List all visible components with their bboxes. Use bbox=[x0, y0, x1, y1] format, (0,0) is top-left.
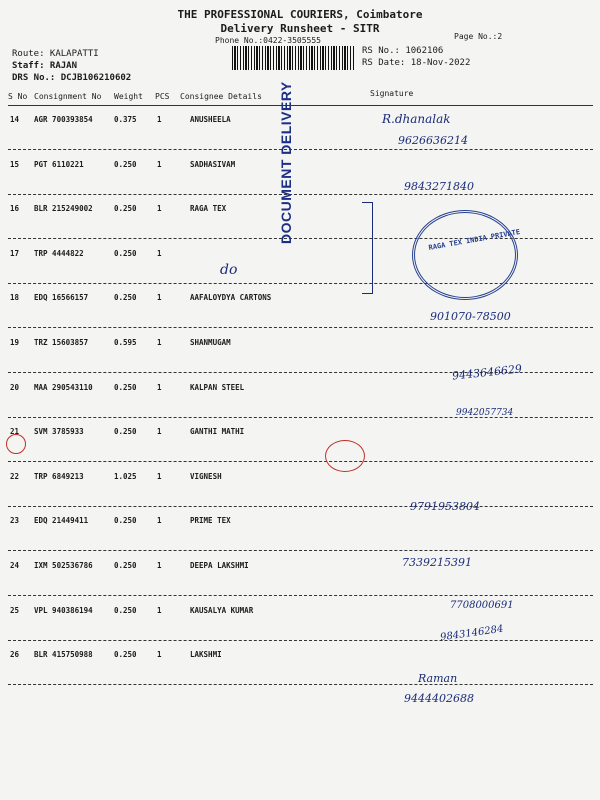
row-sno: 25 bbox=[10, 605, 20, 615]
row-consignee: LAKSHMI bbox=[190, 650, 222, 660]
col-sno: S No bbox=[8, 92, 28, 101]
table-row bbox=[0, 466, 600, 510]
row-sno: 19 bbox=[10, 338, 20, 347]
signature-14: R.dhanalak bbox=[382, 112, 451, 126]
row-pcs: 1 bbox=[157, 115, 162, 124]
row-consignee: KALPAN STEEL bbox=[190, 382, 245, 392]
drs-number: DRS No.: DCJB106210602 bbox=[12, 73, 132, 83]
mark-17: do bbox=[220, 262, 238, 278]
table-row bbox=[0, 555, 600, 599]
row-pcs: 1 bbox=[157, 605, 162, 615]
red-circle-21 bbox=[6, 434, 26, 454]
row-consignee: VIGNESH bbox=[190, 471, 222, 481]
row-sno: 16 bbox=[10, 204, 20, 214]
row-weight: 1.025 bbox=[114, 471, 137, 481]
col-consignee: Consignee Details bbox=[180, 92, 262, 101]
row-pcs: 1 bbox=[157, 293, 162, 303]
table-row bbox=[0, 154, 600, 198]
row-consignment: TRP 4444822 bbox=[34, 248, 84, 258]
row-consignee: PRIME TEX bbox=[190, 516, 231, 526]
row-weight: 0.250 bbox=[114, 248, 137, 258]
row-consignee: GANTHI MATHI bbox=[190, 427, 245, 437]
table-row bbox=[0, 421, 600, 465]
row-consignment: IXM 502536786 bbox=[34, 561, 93, 570]
row-sno: 17 bbox=[10, 248, 20, 258]
rs-date: RS Date: 18-Nov-2022 bbox=[362, 58, 471, 68]
row-pcs: 1 bbox=[157, 561, 162, 570]
col-consignment: Consignment No bbox=[34, 92, 102, 101]
row-consignment: EDQ 21449411 bbox=[34, 516, 89, 526]
header-rule bbox=[8, 105, 593, 106]
row-consignment: SVM 3785933 bbox=[34, 427, 84, 437]
phone-24: 7708000691 bbox=[450, 600, 514, 611]
row-sno: 24 bbox=[10, 561, 20, 570]
red-mark-21 bbox=[325, 440, 365, 472]
row-divider bbox=[8, 194, 593, 195]
row-pcs: 1 bbox=[157, 427, 162, 437]
phone-26: 9444402688 bbox=[404, 692, 474, 705]
row-consignment: TRP 6849213 bbox=[34, 471, 84, 481]
row-divider bbox=[8, 684, 593, 685]
signature-26: Raman bbox=[418, 672, 458, 685]
row-pcs: 1 bbox=[157, 382, 162, 392]
col-pcs: PCS bbox=[155, 92, 170, 101]
row-consignment: BLR 215249002 bbox=[34, 204, 93, 214]
row-consignee: KAUSALYA KUMAR bbox=[190, 605, 254, 615]
row-consignment: MAA 290543110 bbox=[34, 382, 93, 392]
row-consignee: SADHASIVAM bbox=[190, 159, 236, 169]
row-consignee: RAGA TEX bbox=[190, 204, 227, 214]
row-sno: 14 bbox=[10, 115, 20, 124]
row-consignment: PGT 6110221 bbox=[34, 159, 84, 169]
row-weight: 0.250 bbox=[114, 516, 137, 526]
phone-20: 9942057734 bbox=[456, 408, 514, 418]
row-consignment: TRZ 15603857 bbox=[34, 338, 89, 347]
row-consignment: VPL 940386194 bbox=[34, 605, 93, 615]
row-sno: 21 bbox=[10, 427, 20, 437]
row-divider bbox=[8, 640, 593, 641]
phone-22: 9791953804 bbox=[410, 500, 480, 513]
row-sno: 23 bbox=[10, 516, 20, 526]
row-pcs: 1 bbox=[157, 338, 162, 347]
row-divider bbox=[8, 595, 593, 596]
row-pcs: 1 bbox=[157, 650, 162, 660]
row-consignee: AAFALOYDYA CARTONS bbox=[190, 293, 272, 303]
phone-25: 9843146284 bbox=[439, 623, 505, 644]
seal-text: RAGA TEX INDIA PRIVATE bbox=[428, 228, 521, 252]
row-pcs: 1 bbox=[157, 248, 162, 258]
row-consignment: BLR 415750988 bbox=[34, 650, 93, 660]
row-consignment: EDQ 16566157 bbox=[34, 293, 89, 303]
staff: Staff: RAJAN bbox=[12, 61, 78, 71]
row-divider bbox=[8, 506, 593, 507]
row-pcs: 1 bbox=[157, 204, 162, 214]
signature-18: 901070-78500 bbox=[430, 310, 511, 323]
col-signature: Signature bbox=[370, 89, 414, 98]
row-weight: 0.595 bbox=[114, 338, 137, 347]
row-pcs: 1 bbox=[157, 471, 162, 481]
row-weight: 0.250 bbox=[114, 605, 137, 615]
row-divider bbox=[8, 550, 593, 551]
row-sno: 22 bbox=[10, 471, 20, 481]
page-number: Page No.:2 bbox=[454, 32, 503, 41]
row-weight: 0.250 bbox=[114, 650, 137, 660]
document-delivery-stamp: DOCUMENT DELIVERY bbox=[278, 81, 294, 244]
phone-14: 9626636214 bbox=[398, 134, 468, 147]
row-weight: 0.250 bbox=[114, 293, 137, 303]
row-divider bbox=[8, 149, 593, 150]
phone-15: 9843271840 bbox=[404, 180, 474, 193]
row-weight: 0.375 bbox=[114, 115, 137, 124]
row-divider bbox=[8, 327, 593, 328]
row-consignee: ANUSHEELA bbox=[190, 115, 231, 124]
col-weight: Weight bbox=[114, 92, 143, 101]
barcode bbox=[232, 46, 354, 70]
row-sno: 20 bbox=[10, 382, 20, 392]
company-title: THE PROFESSIONAL COURIERS, Coimbatore bbox=[177, 8, 423, 21]
phone-number: Phone No.:0422-3505555 bbox=[215, 36, 321, 45]
bracket-mark bbox=[362, 202, 373, 294]
row-weight: 0.250 bbox=[114, 159, 137, 169]
company-seal bbox=[412, 210, 518, 300]
row-weight: 0.250 bbox=[114, 382, 137, 392]
row-sno: 15 bbox=[10, 159, 20, 169]
row-consignment: AGR 700393854 bbox=[34, 115, 93, 124]
row-pcs: 1 bbox=[157, 159, 162, 169]
row-sno: 26 bbox=[10, 650, 20, 660]
row-consignee: DEEPA LAKSHMI bbox=[190, 561, 249, 570]
phone-23: 7339215391 bbox=[402, 556, 472, 569]
route: Route: KALAPATTI bbox=[12, 49, 99, 59]
phone-19: 9443646629 bbox=[451, 362, 523, 383]
table-row bbox=[0, 510, 600, 554]
row-divider bbox=[8, 461, 593, 462]
row-consignee: SHANMUGAM bbox=[190, 338, 231, 347]
table-row bbox=[0, 644, 600, 688]
row-pcs: 1 bbox=[157, 516, 162, 526]
row-weight: 0.250 bbox=[114, 427, 137, 437]
sheet-title: Delivery Runsheet - SITR bbox=[220, 22, 380, 35]
row-weight: 0.250 bbox=[114, 204, 137, 214]
rs-number: RS No.: 1062106 bbox=[362, 46, 444, 56]
table-row bbox=[0, 109, 600, 153]
row-sno: 18 bbox=[10, 293, 20, 303]
row-weight: 0.250 bbox=[114, 561, 137, 570]
